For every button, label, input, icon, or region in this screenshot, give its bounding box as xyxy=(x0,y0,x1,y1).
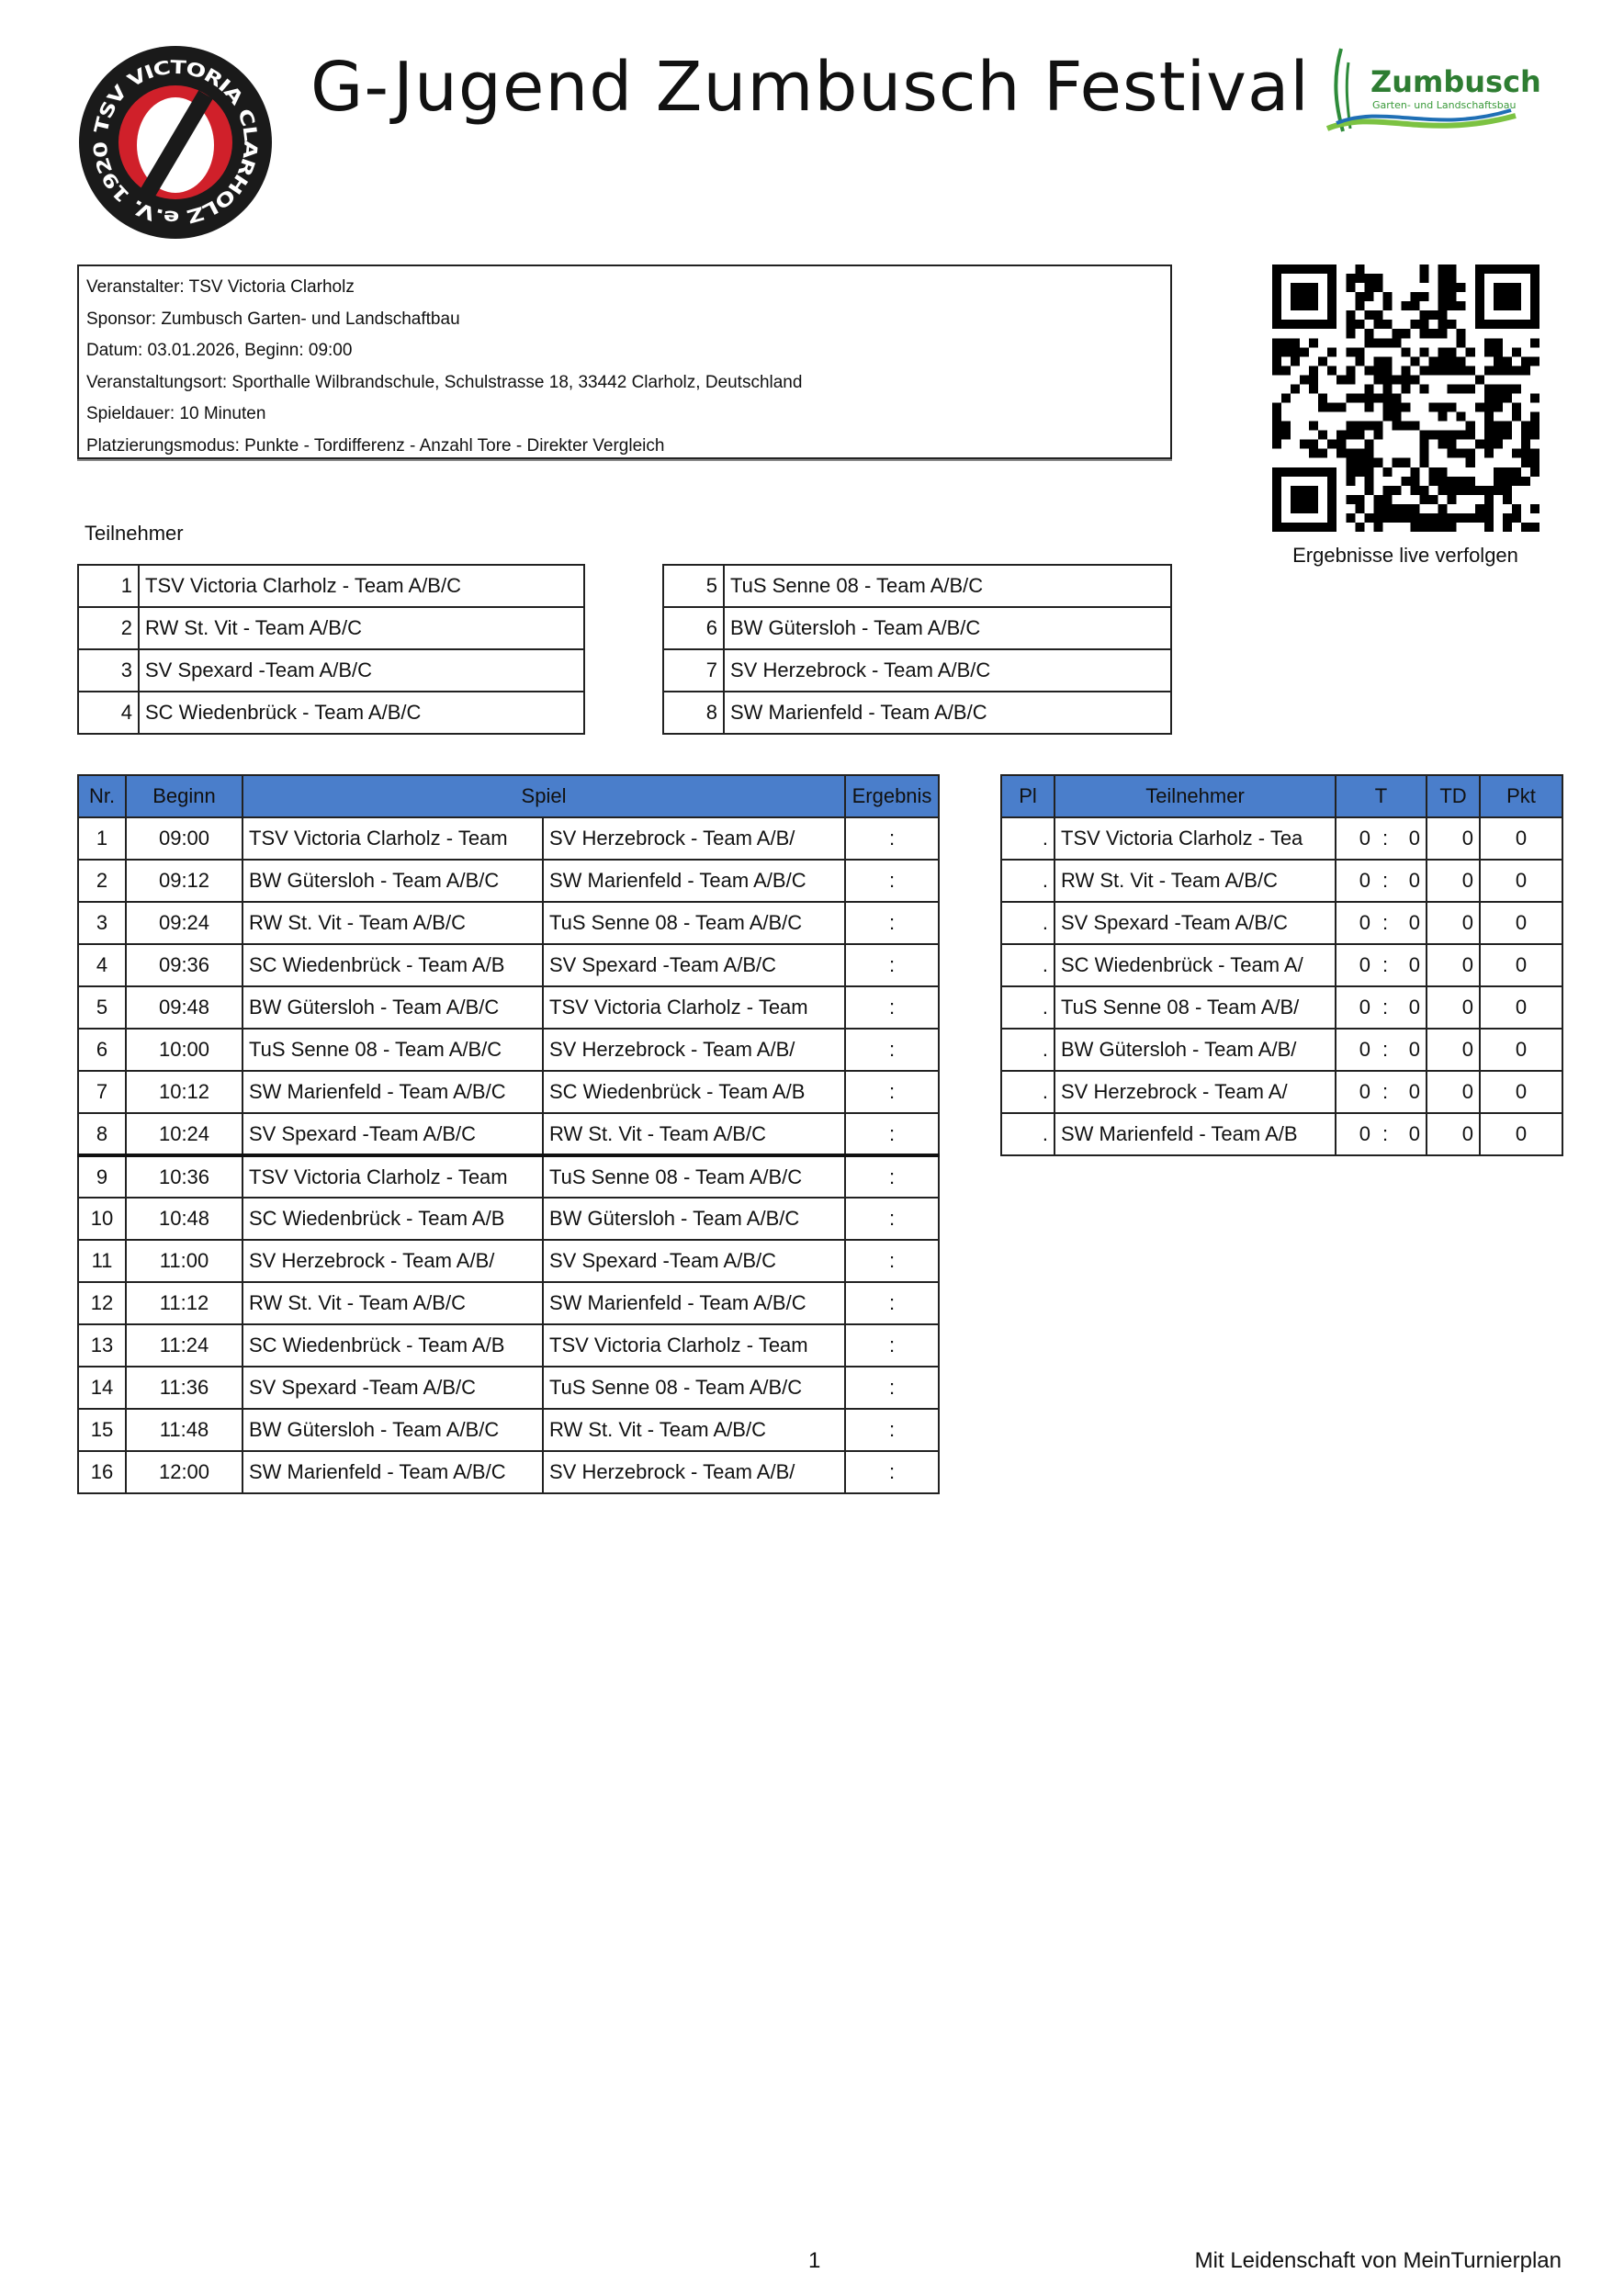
match-row xyxy=(78,1240,939,1282)
page-number: 1 xyxy=(808,2248,821,2273)
match-result: : xyxy=(845,860,939,902)
team-name: SW Marienfeld - Team A/B xyxy=(1054,1113,1336,1155)
participant-name: TSV Victoria Clarholz - Team A/B/C xyxy=(139,565,584,607)
col-teilnehmer: Teilnehmer xyxy=(1054,775,1336,817)
participant-name: BW Gütersloh - Team A/B/C xyxy=(724,607,1171,649)
match-row xyxy=(78,860,939,902)
participant-row xyxy=(78,649,584,692)
away-team: SV Herzebrock - Team A/B/ xyxy=(543,1029,845,1071)
away-team: RW St. Vit - Team A/B/C xyxy=(543,1113,845,1155)
match-time: 09:12 xyxy=(126,860,242,902)
match-row xyxy=(78,1113,939,1155)
away-team: SW Marienfeld - Team A/B/C xyxy=(543,1282,845,1324)
match-time: 09:48 xyxy=(126,986,242,1029)
goals-for: 0 xyxy=(1336,1113,1376,1155)
goals-for: 0 xyxy=(1336,817,1376,860)
match-result: : xyxy=(845,1029,939,1071)
match-time: 10:12 xyxy=(126,1071,242,1113)
goal-difference: 0 xyxy=(1427,944,1480,986)
match-result: : xyxy=(845,1324,939,1367)
match-time: 10:48 xyxy=(126,1198,242,1240)
participant-name: TuS Senne 08 - Team A/B/C xyxy=(724,565,1171,607)
venue: Veranstaltungsort: Sporthalle Wilbrandschule, Schulstrasse 18, 33442 Clarholz, Deutschland xyxy=(86,372,803,392)
home-team: SC Wiedenbrück - Team A/B xyxy=(242,944,543,986)
participant-row xyxy=(663,649,1171,692)
place: . xyxy=(1001,1113,1054,1155)
match-result: : xyxy=(845,1198,939,1240)
col-beginn: Beginn xyxy=(126,775,242,817)
standings-header-row xyxy=(1001,775,1562,817)
match-result: : xyxy=(845,1155,939,1198)
away-team: SV Spexard -Team A/B/C xyxy=(543,944,845,986)
standings-row xyxy=(1001,902,1562,944)
points: 0 xyxy=(1480,986,1562,1029)
match-result: : xyxy=(845,1367,939,1409)
schedule-table xyxy=(77,774,940,1494)
match-result: : xyxy=(845,1240,939,1282)
home-team: SV Herzebrock - Team A/B/ xyxy=(242,1240,543,1282)
place: . xyxy=(1001,1071,1054,1113)
participant-row xyxy=(663,565,1171,607)
goals-separator: : xyxy=(1376,986,1394,1029)
participant-row xyxy=(78,607,584,649)
standings-row xyxy=(1001,986,1562,1029)
goals-against: 0 xyxy=(1394,817,1427,860)
participant-name: SC Wiedenbrück - Team A/B/C xyxy=(139,692,584,734)
standings-row xyxy=(1001,1029,1562,1071)
organizer: Veranstalter: TSV Victoria Clarholz xyxy=(86,277,355,297)
match-result: : xyxy=(845,1282,939,1324)
match-number: 2 xyxy=(78,860,126,902)
goals-for: 0 xyxy=(1336,986,1376,1029)
goals-for: 0 xyxy=(1336,1029,1376,1071)
goal-difference: 0 xyxy=(1427,1113,1480,1155)
participant-row xyxy=(78,565,584,607)
match-result: : xyxy=(845,986,939,1029)
match-row xyxy=(78,944,939,986)
schedule-header-row xyxy=(78,775,939,817)
match-number: 11 xyxy=(78,1240,126,1282)
match-result: : xyxy=(845,1451,939,1493)
participant-row xyxy=(663,692,1171,734)
match-row xyxy=(78,902,939,944)
home-team: RW St. Vit - Team A/B/C xyxy=(242,902,543,944)
points: 0 xyxy=(1480,1029,1562,1071)
col-pl: Pl xyxy=(1001,775,1054,817)
home-team: TSV Victoria Clarholz - Team xyxy=(242,1155,543,1198)
home-team: SC Wiedenbrück - Team A/B xyxy=(242,1324,543,1367)
participant-number: 4 xyxy=(78,692,139,734)
goals-for: 0 xyxy=(1336,944,1376,986)
match-number: 15 xyxy=(78,1409,126,1451)
participant-row xyxy=(663,607,1171,649)
sponsor: Sponsor: Zumbusch Garten- und Landschaftbau xyxy=(86,309,460,329)
col-pkt: Pkt xyxy=(1480,775,1562,817)
match-number: 8 xyxy=(78,1113,126,1155)
goal-difference: 0 xyxy=(1427,1029,1480,1071)
match-time: 10:36 xyxy=(126,1155,242,1198)
match-time: 11:24 xyxy=(126,1324,242,1367)
match-number: 9 xyxy=(78,1155,126,1198)
goals-against: 0 xyxy=(1394,1113,1427,1155)
club-logo-ring-text: TSV VICTORIA CLARHOLZ e.V. 1920 xyxy=(88,55,263,230)
participant-name: SW Marienfeld - Team A/B/C xyxy=(724,692,1171,734)
svg-text:Zumbusch: Zumbusch xyxy=(1370,64,1541,99)
away-team: BW Gütersloh - Team A/B/C xyxy=(543,1198,845,1240)
match-number: 1 xyxy=(78,817,126,860)
match-row xyxy=(78,1324,939,1367)
goal-difference: 0 xyxy=(1427,817,1480,860)
place: . xyxy=(1001,817,1054,860)
match-number: 4 xyxy=(78,944,126,986)
team-name: RW St. Vit - Team A/B/C xyxy=(1054,860,1336,902)
match-duration: Spieldauer: 10 Minuten xyxy=(86,404,266,424)
match-result: : xyxy=(845,902,939,944)
match-number: 12 xyxy=(78,1282,126,1324)
home-team: BW Gütersloh - Team A/B/C xyxy=(242,860,543,902)
participant-row xyxy=(78,692,584,734)
goals-for: 0 xyxy=(1336,860,1376,902)
goals-for: 0 xyxy=(1336,1071,1376,1113)
home-team: SV Spexard -Team A/B/C xyxy=(242,1367,543,1409)
goal-difference: 0 xyxy=(1427,860,1480,902)
goals-against: 0 xyxy=(1394,986,1427,1029)
away-team: TSV Victoria Clarholz - Team xyxy=(543,1324,845,1367)
goal-difference: 0 xyxy=(1427,1071,1480,1113)
away-team: RW St. Vit - Team A/B/C xyxy=(543,1409,845,1451)
away-team: SV Herzebrock - Team A/B/ xyxy=(543,817,845,860)
match-time: 09:00 xyxy=(126,817,242,860)
home-team: BW Gütersloh - Team A/B/C xyxy=(242,986,543,1029)
page-title: G-Jugend Zumbusch Festival xyxy=(310,48,1310,127)
match-row xyxy=(78,1282,939,1324)
col-ergebnis: Ergebnis xyxy=(845,775,939,817)
goals-separator: : xyxy=(1376,1071,1394,1113)
match-time: 12:00 xyxy=(126,1451,242,1493)
participant-number: 7 xyxy=(663,649,724,692)
match-row xyxy=(78,986,939,1029)
qr-code[interactable] xyxy=(1272,264,1539,532)
team-name: SV Herzebrock - Team A/ xyxy=(1054,1071,1336,1113)
standings-row xyxy=(1001,944,1562,986)
match-number: 5 xyxy=(78,986,126,1029)
away-team: TuS Senne 08 - Team A/B/C xyxy=(543,902,845,944)
svg-text:Garten- und Landschaftsbau: Garten- und Landschaftsbau xyxy=(1372,99,1517,111)
away-team: SW Marienfeld - Team A/B/C xyxy=(543,860,845,902)
goals-against: 0 xyxy=(1394,944,1427,986)
place: . xyxy=(1001,902,1054,944)
match-result: : xyxy=(845,1409,939,1451)
match-row xyxy=(78,1409,939,1451)
qr-caption: Ergebnisse live verfolgen xyxy=(1292,544,1518,567)
match-result: : xyxy=(845,1071,939,1113)
place: . xyxy=(1001,986,1054,1029)
home-team: TSV Victoria Clarholz - Team xyxy=(242,817,543,860)
home-team: BW Gütersloh - Team A/B/C xyxy=(242,1409,543,1451)
goals-separator: : xyxy=(1376,902,1394,944)
match-time: 09:24 xyxy=(126,902,242,944)
participant-number: 2 xyxy=(78,607,139,649)
team-name: SV Spexard -Team A/B/C xyxy=(1054,902,1336,944)
home-team: SC Wiedenbrück - Team A/B xyxy=(242,1198,543,1240)
event-info-box xyxy=(77,264,1172,459)
home-team: TuS Senne 08 - Team A/B/C xyxy=(242,1029,543,1071)
goals-separator: : xyxy=(1376,1029,1394,1071)
match-time: 10:24 xyxy=(126,1113,242,1155)
footer-credit: Mit Leidenschaft von MeinTurnierplan xyxy=(1194,2248,1562,2273)
match-row xyxy=(78,1198,939,1240)
match-result: : xyxy=(845,817,939,860)
match-number: 14 xyxy=(78,1367,126,1409)
standings-row xyxy=(1001,860,1562,902)
match-number: 3 xyxy=(78,902,126,944)
participant-name: SV Spexard -Team A/B/C xyxy=(139,649,584,692)
goals-against: 0 xyxy=(1394,902,1427,944)
match-row xyxy=(78,1367,939,1409)
match-number: 6 xyxy=(78,1029,126,1071)
participant-number: 1 xyxy=(78,565,139,607)
col-nr: Nr. xyxy=(78,775,126,817)
standings-row xyxy=(1001,1071,1562,1113)
participants-label: Teilnehmer xyxy=(85,522,184,545)
home-team: RW St. Vit - Team A/B/C xyxy=(242,1282,543,1324)
away-team: SC Wiedenbrück - Team A/B xyxy=(543,1071,845,1113)
goals-against: 0 xyxy=(1394,1029,1427,1071)
sponsor-logo xyxy=(1323,44,1541,141)
participants-table-right xyxy=(662,564,1172,735)
standings-table xyxy=(1000,774,1563,1156)
match-time: 11:48 xyxy=(126,1409,242,1451)
away-team: TuS Senne 08 - Team A/B/C xyxy=(543,1367,845,1409)
team-name: TuS Senne 08 - Team A/B/ xyxy=(1054,986,1336,1029)
col-td: TD xyxy=(1427,775,1480,817)
match-number: 13 xyxy=(78,1324,126,1367)
goals-for: 0 xyxy=(1336,902,1376,944)
participant-number: 8 xyxy=(663,692,724,734)
club-logo xyxy=(77,44,274,241)
team-name: TSV Victoria Clarholz - Tea xyxy=(1054,817,1336,860)
away-team: SV Herzebrock - Team A/B/ xyxy=(543,1451,845,1493)
match-number: 16 xyxy=(78,1451,126,1493)
goals-against: 0 xyxy=(1394,860,1427,902)
home-team: SV Spexard -Team A/B/C xyxy=(242,1113,543,1155)
home-team: SW Marienfeld - Team A/B/C xyxy=(242,1071,543,1113)
goals-separator: : xyxy=(1376,860,1394,902)
match-number: 10 xyxy=(78,1198,126,1240)
home-team: SW Marienfeld - Team A/B/C xyxy=(242,1451,543,1493)
col-t: T xyxy=(1336,775,1427,817)
match-row xyxy=(78,817,939,860)
team-name: BW Gütersloh - Team A/B/ xyxy=(1054,1029,1336,1071)
away-team: TuS Senne 08 - Team A/B/C xyxy=(543,1155,845,1198)
participant-number: 6 xyxy=(663,607,724,649)
match-number: 7 xyxy=(78,1071,126,1113)
standings-row xyxy=(1001,817,1562,860)
points: 0 xyxy=(1480,817,1562,860)
participant-name: RW St. Vit - Team A/B/C xyxy=(139,607,584,649)
match-row xyxy=(78,1451,939,1493)
match-row xyxy=(78,1155,939,1198)
participants-table-left xyxy=(77,564,585,735)
goals-separator: : xyxy=(1376,817,1394,860)
place: . xyxy=(1001,860,1054,902)
match-row xyxy=(78,1071,939,1113)
participant-number: 5 xyxy=(663,565,724,607)
match-time: 11:00 xyxy=(126,1240,242,1282)
points: 0 xyxy=(1480,860,1562,902)
match-row xyxy=(78,1029,939,1071)
participant-number: 3 xyxy=(78,649,139,692)
match-time: 10:00 xyxy=(126,1029,242,1071)
away-team: SV Spexard -Team A/B/C xyxy=(543,1240,845,1282)
place: . xyxy=(1001,944,1054,986)
match-time: 09:36 xyxy=(126,944,242,986)
points: 0 xyxy=(1480,944,1562,986)
match-result: : xyxy=(845,1113,939,1155)
standings-row xyxy=(1001,1113,1562,1155)
match-result: : xyxy=(845,944,939,986)
match-time: 11:12 xyxy=(126,1282,242,1324)
place: . xyxy=(1001,1029,1054,1071)
goal-difference: 0 xyxy=(1427,986,1480,1029)
ranking-mode: Platzierungsmodus: Punkte - Tordifferenz - Anzahl Tore - Direkter Vergleich xyxy=(86,435,665,456)
participant-name: SV Herzebrock - Team A/B/C xyxy=(724,649,1171,692)
away-team: TSV Victoria Clarholz - Team xyxy=(543,986,845,1029)
goals-separator: : xyxy=(1376,1113,1394,1155)
points: 0 xyxy=(1480,902,1562,944)
match-time: 11:36 xyxy=(126,1367,242,1409)
goals-separator: : xyxy=(1376,944,1394,986)
team-name: SC Wiedenbrück - Team A/ xyxy=(1054,944,1336,986)
goal-difference: 0 xyxy=(1427,902,1480,944)
points: 0 xyxy=(1480,1071,1562,1113)
points: 0 xyxy=(1480,1113,1562,1155)
date: Datum: 03.01.2026, Beginn: 09:00 xyxy=(86,341,353,361)
col-spiel: Spiel xyxy=(242,775,845,817)
goals-against: 0 xyxy=(1394,1071,1427,1113)
